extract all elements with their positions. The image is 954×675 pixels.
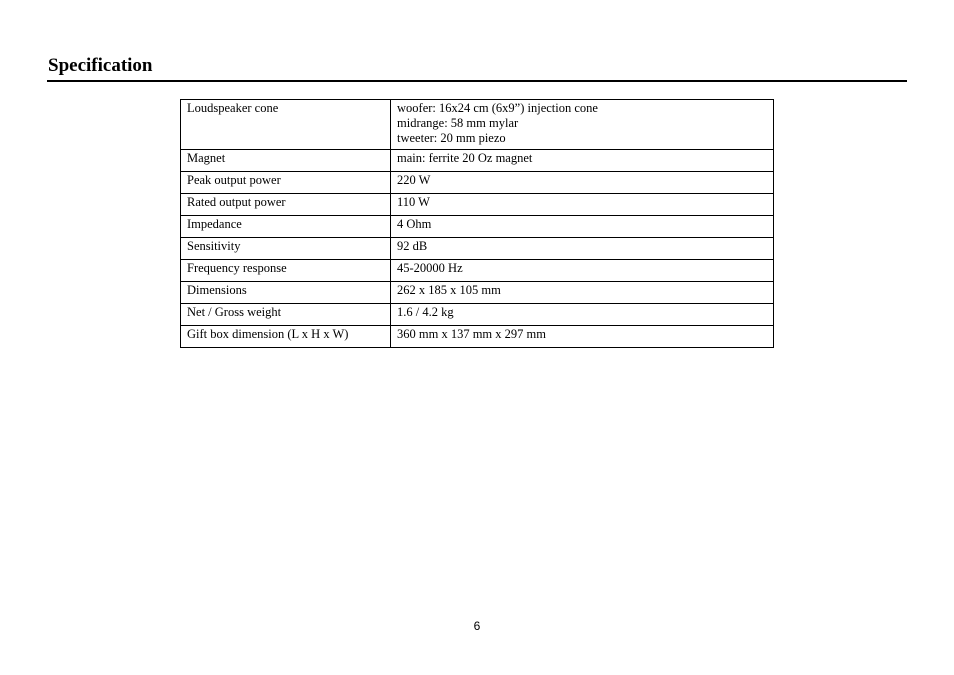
spec-row: [181, 216, 774, 238]
spec-value-line: midrange: 58 mm mylar: [397, 116, 519, 130]
spec-label: Sensitivity: [181, 238, 391, 260]
spec-label: Loudspeaker cone: [181, 100, 391, 150]
spec-value: 220 W: [391, 172, 774, 194]
spec-row: [181, 100, 774, 150]
spec-row: [181, 260, 774, 282]
spec-label: Frequency response: [181, 260, 391, 282]
page-heading: Specification: [48, 55, 153, 76]
page-number: 6: [473, 619, 481, 633]
spec-value: 360 mm x 137 mm x 297 mm: [391, 326, 774, 348]
spec-label: Gift box dimension (L x H x W): [181, 326, 391, 348]
spec-value: 1.6 / 4.2 kg: [391, 304, 774, 326]
spec-label: Rated output power: [181, 194, 391, 216]
spec-label: Peak output power: [181, 172, 391, 194]
spec-value: [391, 100, 774, 150]
spec-row: [181, 238, 774, 260]
spec-label: Magnet: [181, 150, 391, 172]
spec-value: main: ferrite 20 Oz magnet: [391, 150, 774, 172]
spec-row: [181, 172, 774, 194]
spec-row: [181, 304, 774, 326]
spec-value-line: tweeter: 20 mm piezo: [397, 131, 506, 145]
spec-label: Dimensions: [181, 282, 391, 304]
spec-label: Net / Gross weight: [181, 304, 391, 326]
spec-value-line: woofer: 16x24 cm (6x9”) injection cone: [397, 101, 598, 115]
spec-row: [181, 282, 774, 304]
spec-label: Impedance: [181, 216, 391, 238]
spec-row: [181, 194, 774, 216]
heading-underline: [47, 80, 907, 82]
spec-row: [181, 326, 774, 348]
specification-table: [180, 99, 774, 348]
spec-value: 4 Ohm: [391, 216, 774, 238]
spec-value: 45-20000 Hz: [391, 260, 774, 282]
spec-value: 262 x 185 x 105 mm: [391, 282, 774, 304]
spec-value: 92 dB: [391, 238, 774, 260]
spec-row: [181, 150, 774, 172]
spec-value: 110 W: [391, 194, 774, 216]
